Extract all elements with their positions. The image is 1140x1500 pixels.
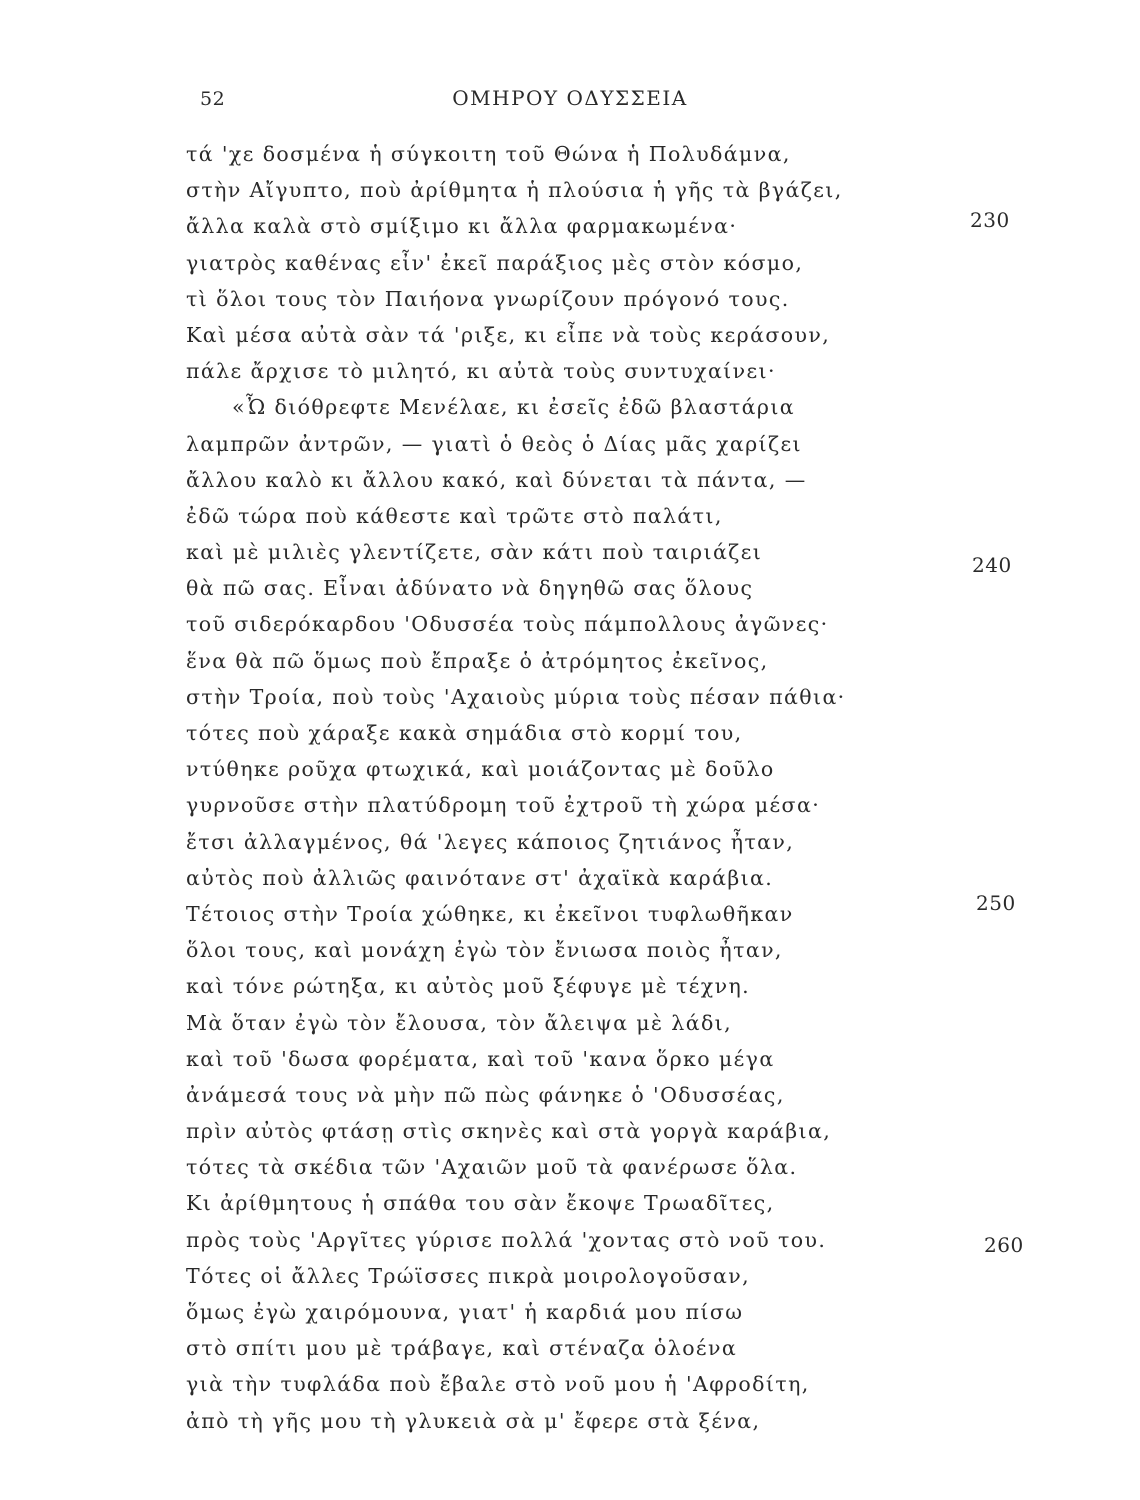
verse-line: ἄλλου καλὸ κι ἄλλου κακό, καὶ δύνεται τὰ πάντα, — — [186, 467, 807, 492]
verse-line: ἀνάμεσά τους νὰ μὴν πῶ πὼς φάνηκε ὁ 'Οδυσσέας, — [186, 1082, 785, 1107]
verse-line: «Ὦ διόθρεφτε Μενέλαε, κι ἐσεῖς ἐδῶ βλαστάρια — [232, 395, 796, 420]
verse-line: ἕνα θὰ πῶ ὅμως ποὺ ἔπραξε ὁ ἀτρόμητος ἐκεῖνος, — [186, 648, 769, 673]
verse-line: τοῦ σιδερόκαρδου 'Οδυσσέα τοὺς πάμπολλους ἀγῶνες· — [186, 612, 829, 637]
verse-line: αὐτὸς ποὺ ἀλλιῶς φαινότανε στ' ἀχαϊκὰ καράβια. — [186, 865, 774, 890]
verse-line: πρὸς τοὺς 'Αργῖτες γύρισε πολλά 'χοντας στὸ νοῦ του. — [186, 1227, 827, 1252]
line-number: 260 — [984, 1233, 1024, 1257]
verse-line: ἀπὸ τὴ γῆς μου τὴ γλυκειὰ σὰ μ' ἔφερε στὰ ξένα, — [186, 1408, 761, 1433]
verse-line: ὅμως ἐγὼ χαιρόμουνα, γιατ' ἡ καρδιά μου πίσω — [186, 1300, 744, 1324]
verse-line: τὶ ὅλοι τους τὸν Παιήονα γνωρίζουν πρόγονό τους. — [186, 286, 790, 311]
verse-line: στὸ σπίτι μου μὲ τράβαγε, καὶ στέναζα ὁλοένα — [186, 1336, 738, 1361]
verse-line: Κι ἀρίθμητους ἡ σπάθα του σὰν ἔκοψε Τρωαδῖτες, — [186, 1191, 775, 1216]
verse-line: Καὶ μέσα αὐτὰ σὰν τά 'ριξε, κι εἶπε νὰ τοὺς κεράσουν, — [186, 322, 831, 347]
line-number: 240 — [972, 553, 1012, 577]
verse-line: καὶ τοῦ 'δωσα φορέματα, καὶ τοῦ 'κανα ὅρκο μέγα — [186, 1046, 775, 1071]
verse-line: γιατρὸς καθένας εἶν' ἐκεῖ παράξιος μὲς στὸν κόσμο, — [186, 250, 804, 275]
verse-line: ντύθηκε ροῦχα φτωχικά, καὶ μοιάζοντας μὲ δοῦλο — [186, 757, 775, 782]
page-number: 52 — [200, 88, 226, 110]
verse-line: ὅλοι τους, καὶ μονάχη ἐγὼ τὸν ἔνιωσα ποιὸς ἦταν, — [186, 938, 783, 963]
verse-line: ἔτσι ἀλλαγμένος, θά 'λεγες κάποιος ζητιάνος ἦταν, — [186, 829, 795, 854]
verse-line: θὰ πῶ σας. Εἶναι ἀδύνατο νὰ δηγηθῶ σας ὅλους — [186, 576, 754, 601]
line-number: 250 — [976, 891, 1016, 915]
verse-line: ἄλλα καλὰ στὸ σμίξιμο κι ἄλλα φαρμακωμένα· — [186, 214, 738, 239]
line-number: 230 — [970, 208, 1010, 232]
verse-line: στὴν Τροία, ποὺ τοὺς 'Αχαιοὺς μύρια τοὺς πέσαν πάθια· — [186, 684, 846, 709]
verse-block — [186, 136, 886, 1439]
verse-line: καὶ τόνε ρώτηξα, κι αὐτὸς μοῦ ξέφυγε μὲ τέχνη. — [186, 974, 751, 999]
running-head: ΟΜΗΡΟΥ ΟΔΥΣΣΕΙΑ — [452, 86, 688, 110]
verse-line: ἐδῶ τώρα ποὺ κάθεστε καὶ τρῶτε στὸ παλάτι, — [186, 503, 723, 528]
verse-line: γιὰ τὴν τυφλάδα ποὺ ἔβαλε στὸ νοῦ μου ἡ 'Αφροδίτη, — [186, 1372, 810, 1397]
verse-line: τότες τὰ σκέδια τῶν 'Αχαιῶν μοῦ τὰ φανέρωσε ὅλα. — [186, 1155, 798, 1180]
verse-line: πρὶν αὐτὸς φτάσῃ στὶς σκηνὲς καὶ στὰ γοργὰ καράβια, — [186, 1119, 832, 1144]
verse-line: Τέτοιος στὴν Τροία χώθηκε, κι ἐκεῖνοι τυφλωθῆκαν — [186, 901, 794, 926]
verse-line: πάλε ἄρχισε τὸ μιλητό, κι αὐτὰ τοὺς συντυχαίνει· — [186, 359, 776, 384]
verse-line: Τότες οἱ ἄλλες Τρώϊσσες πικρὰ μοιρολογοῦσαν, — [186, 1263, 751, 1288]
verse-line: Μὰ ὅταν ἐγὼ τὸν ἔλουσα, τὸν ἄλειψα μὲ λάδι, — [186, 1010, 733, 1035]
verse-line: λαμπρῶν ἀντρῶν, — γιατὶ ὁ θεὸς ὁ Δίας μᾶς χαρίζει — [186, 431, 802, 456]
verse-line: γυρνοῦσε στὴν πλατύδρομη τοῦ ἐχτροῦ τὴ χώρα μέσα· — [186, 793, 821, 818]
verse-line: τότες ποὺ χάραξε κακὰ σημάδια στὸ κορμί του, — [186, 721, 743, 745]
verse-line: καὶ μὲ μιλιὲς γλεντίζετε, σὰν κάτι ποὺ ταιριάζει — [186, 540, 763, 565]
verse-line: στὴν Αἴγυπτο, ποὺ ἀρίθμητα ἡ πλούσια ἡ γῆς τὰ βγάζει, — [186, 178, 843, 203]
verse-line: τά 'χε δοσμένα ἡ σύγκοιτη τοῦ Θώνα ἡ Πολυδάμνα, — [186, 142, 791, 166]
